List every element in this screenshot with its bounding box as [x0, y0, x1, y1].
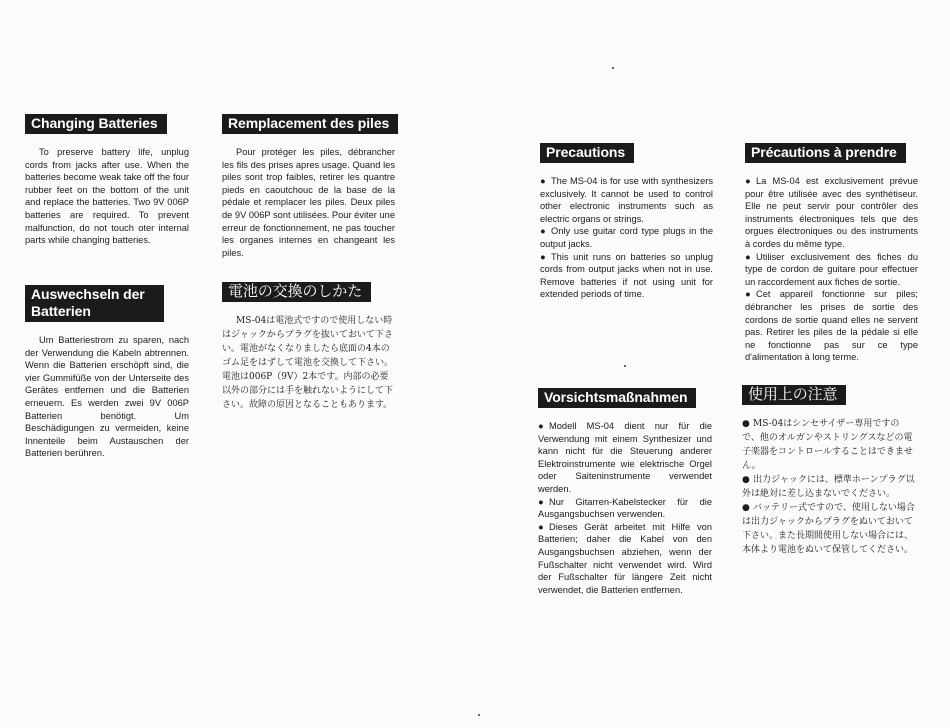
section-denchi-koukan — [222, 282, 397, 412]
list-item: ● La MS-04 est exclusivement prévue pour être utilisée avec des synthétiseur. Elle ne peut servir pour contrôler des instruments électroniques tels que des orgues électroniques ou des instruments à cordes du même type. — [745, 176, 918, 249]
section-remplacement-piles — [222, 114, 395, 259]
scan-speck — [624, 365, 626, 367]
section-precautions — [540, 143, 713, 301]
bullet-icon: ● — [745, 251, 751, 262]
bullet-icon: ● — [742, 475, 750, 485]
list-item: ● Nur Gitarren-Kabelstecker für die Ausgangsbuchsen verwenden. — [538, 496, 712, 520]
list-item: ● 出力ジャックには、標準ホーンプラグ以外は絶対に差し込まないでください。 — [742, 475, 915, 499]
section-heading: Auswechseln der Batterien — [25, 285, 164, 322]
section-body — [222, 314, 397, 412]
list-item: ● Modell MS-04 dient nur für die Verwendung mit einem Synthesizer und kann nicht für die Steuerung anderer Elektroinstrumente wie elektrische Orgel oder Saiteninstrumente verwendet werden. — [538, 421, 712, 494]
section-changing-batteries — [25, 114, 189, 247]
bullet-icon: ● — [540, 226, 546, 237]
paragraph: Pour protéger les piles, débrancher les fils des prises apres usage. Quand les piles sont trop faibles, retirer les quantre pieds en caoutchouc de la base de la pédale et remplacer les piles. Deux piles de 9V 006P sont utilisées. Pour éviter une erreur de fonctionnement, ne pas toucher les organes internes en changeant les piles. — [222, 147, 395, 258]
scan-speck — [612, 67, 614, 69]
list-item: ● This unit runs on batteries so unplug cords from output jacks when not in use. Remove batteries if not using unit for extended periods of time. — [540, 251, 713, 300]
section-heading: Changing Batteries — [25, 114, 167, 134]
section-auswechseln-batterien — [25, 285, 189, 460]
section-body — [742, 417, 917, 557]
section-heading: Précautions à prendre — [745, 143, 906, 163]
bullet-icon: ● — [538, 496, 544, 507]
section-vorsichtsmassnahmen — [538, 388, 712, 596]
section-heading: Remplacement des piles — [222, 114, 398, 134]
bullet-icon: ● — [742, 419, 750, 429]
section-body — [538, 420, 712, 596]
section-body — [540, 175, 713, 301]
section-shiyoujou-no-chui — [742, 385, 917, 557]
bullet-icon: ● — [742, 503, 750, 513]
section-body — [25, 146, 189, 247]
section-body — [25, 334, 189, 460]
list-item: ● バッテリー式ですので、使用しない場合は出力ジャックからプラグをぬいておいて下さい。また長期間使用しない場合には、本体より電池をぬいて保管してください。 — [742, 503, 915, 555]
list-item: ● Only use guitar cord type plugs in the output jacks. — [540, 226, 713, 249]
paragraph: Um Batteriestrom zu sparen, nach der Verwendung die Kabeln abtrennen. Wenn die Batterien erschöpft sind, die vier Gummifüße von der Unterseite des Gerätes entfernen und die Batterien erneuern. Es werden zwei 9V 006P Batterien benötigt. Um Beschädigungen zu vermeiden, keine Innenteile beim Austauschen der Batterien berühren. — [25, 335, 189, 459]
list-item: ● The MS-04 is for use with synthesizers exclusively. It cannot be used to control other electronic instruments such as electric organs or strings. — [540, 176, 713, 224]
list-item: ● MS-04はシンセサイザー専用ですので、他のオルガンやストリングスなどの電子楽器をコントロールすることはできません。 — [742, 419, 913, 471]
list-item: ● Cet appareil fonctionne sur piles; débrancher les prises de sortie des cordons de sortie quand elles ne servent pas. Retirer les piles de la pédale si elle ne fonctionne pas sur ce type d'alimentation à long terme. — [745, 289, 918, 363]
paragraph: To preserve battery life, unplug cords from jacks after use. When the batteries become weak take off the four rubber feet on the bottom of the unit and replace the batteries. Two 9V 006P batteries are required. To prevent malfunction, do not touch oter internal parts while changing batteries. — [25, 147, 189, 246]
list-item: ● Dieses Gerät arbeitet mit Hilfe von Batterien; daher die Kabel von den Ausgangsbuchsen abziehen, wenn der Fußschalter nicht verwendet wird. Wird der Fußschalter für längere Zeit nicht verwendet, die Batterien entfernen. — [538, 521, 712, 595]
bullet-icon: ● — [538, 421, 544, 431]
bullet-icon: ● — [745, 289, 751, 300]
section-body — [222, 146, 395, 259]
section-body — [745, 175, 918, 364]
bullet-icon: ● — [540, 251, 546, 262]
section-heading: 電池の交換のしかた — [222, 282, 371, 302]
section-heading: 使用上の注意 — [742, 385, 846, 405]
list-item: ● Utiliser exclusivement des fiches du type de cordon de guitare pour effectuer un raccordement aux fiches de sortie. — [745, 251, 918, 287]
section-heading: Precautions — [540, 143, 634, 163]
section-heading: Vorsichtsmaßnahmen — [538, 388, 696, 408]
scan-speck — [478, 714, 480, 716]
bullet-icon: ● — [540, 176, 546, 186]
paragraph: MS-04は電池式ですので使用しない時はジャックからプラグを抜いておいて下さい。電池がなくなりましたら底面の4本のゴム足をはずして電池を交換して下さい。電池は006P（9V）2本です。内部の必要以外の部分には手を触れないようにして下さい。故障の原因となることもあります。 — [222, 316, 394, 410]
section-precautions-fr — [745, 143, 918, 364]
bullet-icon: ● — [745, 176, 751, 186]
bullet-icon: ● — [538, 521, 544, 532]
